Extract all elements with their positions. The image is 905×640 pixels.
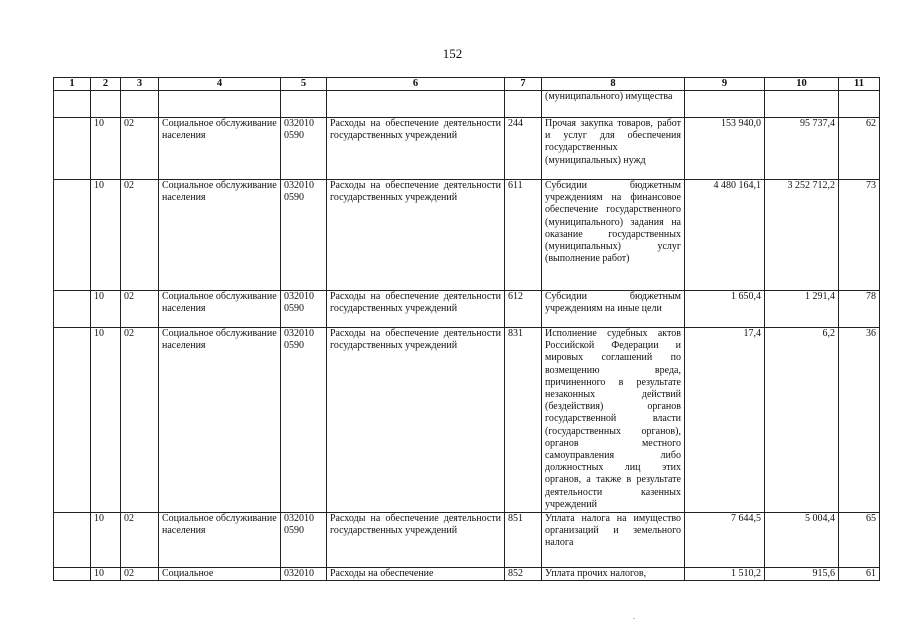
expense-type-name: Уплата налога на имущество организаций и земельного налога — [545, 513, 681, 549]
subsection-name: Социальное обслуживание населения — [162, 513, 277, 537]
target-article-code: 032010 0590 — [284, 328, 314, 352]
executed-amount: 3 252 712,2 — [787, 180, 835, 191]
target-article-name: Расходы на обеспечение — [330, 568, 434, 579]
subsection-code: 02 — [124, 513, 134, 524]
table-row — [54, 513, 880, 568]
col-header: 1 — [54, 78, 91, 91]
col-header: 6 — [327, 78, 505, 91]
row-blank-cell — [54, 568, 91, 581]
budget-table — [53, 77, 880, 581]
execution-percent: 61 — [866, 568, 876, 579]
execution-percent: 78 — [866, 291, 876, 302]
approved-amount: 17,4 — [743, 328, 761, 339]
subsection-name: Социальное — [162, 568, 214, 579]
target-article-code: 032010 — [284, 568, 314, 579]
target-article-name: Расходы на обеспечение деятельности государственных учреждений — [330, 328, 501, 352]
execution-percent: 36 — [866, 328, 876, 339]
col-header: 4 — [159, 78, 281, 91]
expense-type-name: (муниципального) имущества — [545, 91, 673, 102]
header-row — [54, 78, 880, 91]
col-header: 11 — [839, 78, 880, 91]
col-header: 2 — [91, 78, 121, 91]
expense-type-code: 611 — [508, 180, 523, 191]
table-row — [54, 568, 880, 581]
approved-amount: 1 650,4 — [731, 291, 761, 302]
row-blank-cell — [54, 513, 91, 568]
section-code: 10 — [94, 328, 104, 339]
target-article-name: Расходы на обеспечение деятельности государственных учреждений — [330, 291, 501, 315]
executed-amount: 915,6 — [812, 568, 835, 579]
expense-type-code: 831 — [508, 328, 523, 339]
expense-type-code: 244 — [508, 118, 523, 129]
approved-amount: 4 480 164,1 — [713, 180, 761, 191]
expense-type-name: Субсидии бюджетным учреждениям на финансовое обеспечение государственного (муниципального) задания на оказание государственных (муниципальных) услуг (выполнение работ) — [545, 180, 681, 265]
subsection-name: Социальное обслуживание населения — [162, 118, 277, 142]
target-article-code: 032010 0590 — [284, 513, 314, 537]
expense-type-name: Исполнение судебных актов Российской Федерации и мировых соглашений по возмещению вреда, причиненного в результате незаконных действий (бездействия) органов государственной власти (государственных органов), органов местного самоуправления либо должностных лиц этих органов, а также в результате деятельности казенных учреждений — [545, 328, 681, 510]
col-header: 5 — [281, 78, 327, 91]
subsection-name: Социальное обслуживание населения — [162, 291, 277, 315]
table-row — [54, 180, 880, 291]
table-row — [54, 328, 880, 513]
subsection-code: 02 — [124, 118, 134, 129]
row-blank-cell — [54, 118, 91, 180]
section-code: 10 — [94, 180, 104, 191]
target-article-name: Расходы на обеспечение деятельности государственных учреждений — [330, 118, 501, 142]
target-article-code: 032010 0590 — [284, 291, 314, 315]
subsection-code: 02 — [124, 180, 134, 191]
subsection-code: 02 — [124, 568, 134, 579]
target-article-name: Расходы на обеспечение деятельности государственных учреждений — [330, 180, 501, 204]
section-code: 10 — [94, 118, 104, 129]
expense-type-code: 851 — [508, 513, 523, 524]
page-number: 152 — [442, 46, 463, 61]
target-article-name: Расходы на обеспечение деятельности государственных учреждений — [330, 513, 501, 537]
section-code: 10 — [94, 291, 104, 302]
row-blank-cell — [54, 328, 91, 513]
col-header: 7 — [505, 78, 542, 91]
expense-type-name: Субсидии бюджетным учреждениям на иные цели — [545, 291, 681, 315]
section-code: 10 — [94, 513, 104, 524]
row-blank-cell — [54, 291, 91, 328]
expense-type-name: Уплата прочих налогов, — [545, 568, 647, 579]
section-code: 10 — [94, 568, 104, 579]
target-article-code: 032010 0590 — [284, 180, 314, 204]
row-blank-cell — [54, 180, 91, 291]
executed-amount: 1 291,4 — [805, 291, 835, 302]
scan-artifact: . — [633, 612, 635, 621]
approved-amount: 7 644,5 — [731, 513, 761, 524]
expense-type-name: Прочая закупка товаров, работ и услуг для обеспечения государственных (муниципальных) нужд — [545, 118, 681, 166]
col-header: 9 — [685, 78, 765, 91]
executed-amount: 95 737,4 — [800, 118, 835, 129]
subsection-name: Социальное обслуживание населения — [162, 328, 277, 352]
continuation-row — [54, 91, 880, 118]
approved-amount: 153 940,0 — [721, 118, 761, 129]
col-header: 10 — [765, 78, 839, 91]
expense-type-code: 612 — [508, 291, 523, 302]
col-header: 8 — [542, 78, 685, 91]
table-row — [54, 118, 880, 180]
approved-amount: 1 510,2 — [731, 568, 761, 579]
expense-type-code: 852 — [508, 568, 523, 579]
executed-amount: 6,2 — [822, 328, 835, 339]
subsection-name: Социальное обслуживание населения — [162, 180, 277, 204]
col-header: 3 — [121, 78, 159, 91]
execution-percent: 65 — [866, 513, 876, 524]
subsection-code: 02 — [124, 291, 134, 302]
subsection-code: 02 — [124, 328, 134, 339]
execution-percent: 62 — [866, 118, 876, 129]
table-row — [54, 291, 880, 328]
target-article-code: 032010 0590 — [284, 118, 314, 142]
executed-amount: 5 004,4 — [805, 513, 835, 524]
execution-percent: 73 — [866, 180, 876, 191]
